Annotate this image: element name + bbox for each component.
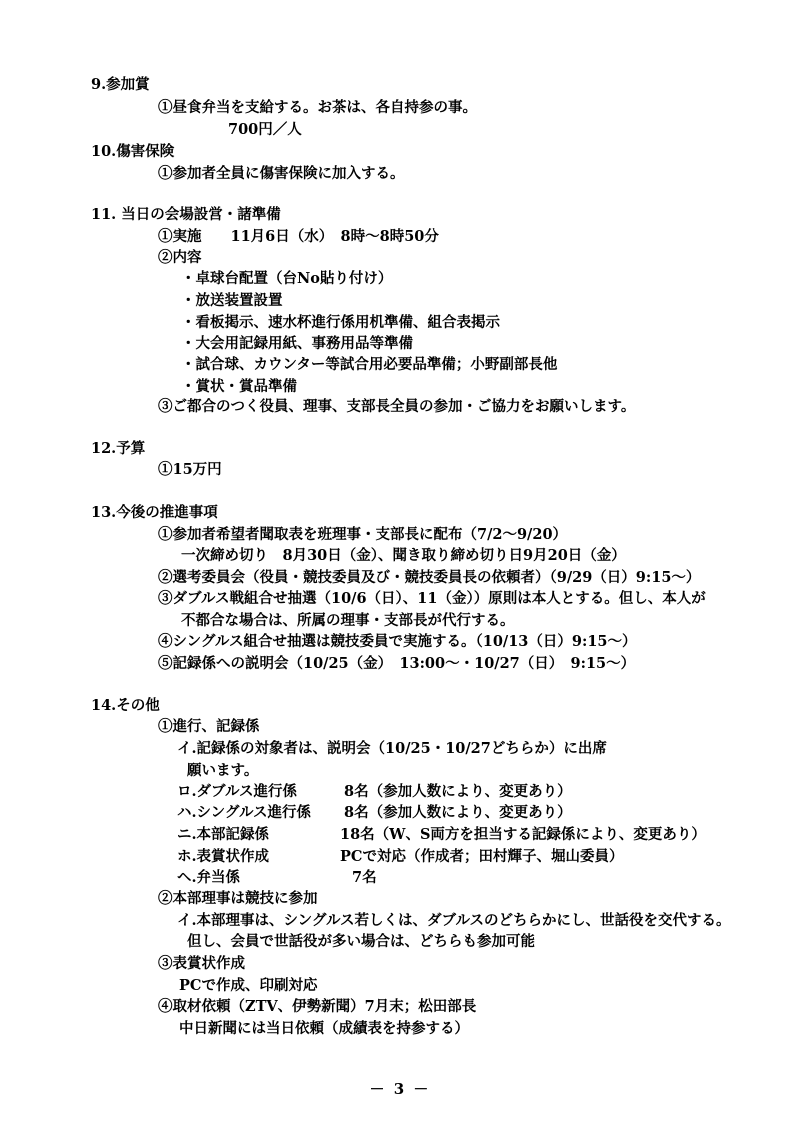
section-14-item-d-value: 18名（W、S両方を担当する記録係により、変更あり） [340,826,706,843]
section-14-heading: 14.その他 [91,697,160,714]
section-13-heading: 13.今後の推進事項 [91,504,218,521]
section-11-item: ・卓球台配置（台No貼り付け） [181,270,393,287]
section-14-item-e-value: PCで対応（作成者；田村輝子、堀山委員） [340,848,624,865]
section-14-item-c-label: ハ.シングルス進行係 [177,804,312,821]
page-number: － 3 － [369,1080,431,1098]
section-14-line-4a: 中日新聞には当日依頼（成績表を持参する） [179,1020,469,1037]
section-14-item-c-value: 8名（参加人数により、変更あり） [344,804,572,821]
section-14-line-3: ③表賞状作成 [158,955,245,972]
section-11-heading: 11. 当日の会場設営・諸準備 [91,206,281,223]
section-10-heading: 10.傷害保険 [91,143,175,160]
section-14-item-f-label: ヘ.弁当係 [177,869,241,886]
section-13-line-3b: 不都合な場合は、所属の理事・支部長が代行する。 [181,612,515,629]
section-13-line-1b: 一次締め切り 8月30日（金）、聞き取り締め切り日9月20日（金） [181,547,626,564]
section-11-item: ・大会用記録用紙、事務用品等準備 [181,335,413,352]
section-12-line-1: ①15万円 [158,461,222,478]
section-14-line-2a: イ.本部理事は、シングルス若しくは、ダブルスのどちらかにし、世話役を交代する。 [177,912,731,929]
section-12-heading: 12.予算 [91,440,146,457]
section-11-item: ・試合球、カウンター等試合用必要品準備；小野副部長他 [181,356,558,373]
section-14-item-b-label: ロ.ダブルス進行係 [177,783,298,800]
section-14-item-d-label: ニ.本部記録係 [177,826,270,843]
section-11-line-1: ①実施 11月6日（水） 8時～8時50分 [158,228,439,245]
section-10-line-1: ①参加者全員に傷害保険に加入する。 [158,165,405,182]
section-9-line-1: ①昼食弁当を支給する。お茶は、各自持参の事。 [158,99,477,116]
section-14-line-2b: 但し、会員で世話役が多い場合は、どちらも参加可能 [187,933,535,950]
section-14-item-a: イ.記録係の対象者は、説明会（10/25・10/27どちらか）に出席 [177,740,607,757]
section-13-line-5: ⑤記録係への説明会（10/25（金） 13:00～・10/27（日） 9:15～） [158,655,636,672]
section-14-item-e-label: ホ.表賞状作成 [177,848,270,865]
section-14-line-4: ④取材依頼（ZTV、伊勢新聞）7月末；松田部長 [158,998,477,1015]
section-11-item: ・賞状・賞品準備 [181,378,297,395]
section-13-line-1: ①参加者希望者聞取表を班理事・支部長に配布（7/2～9/20） [158,526,568,543]
section-11-line-2: ②内容 [158,249,202,266]
section-14-item-f-value: 7名 [352,869,377,886]
section-9-heading: 9.参加賞 [91,76,150,93]
section-9-line-2: 700円／人 [228,121,302,138]
section-14-line-1: ①進行、記録係 [158,718,260,735]
section-11-item: ・看板掲示、速水杯進行係用机準備、組合表掲示 [181,314,500,331]
section-14-line-3a: PCで作成、印刷対応 [179,977,318,994]
section-13-line-3: ③ダブルス戦組合せ抽選（10/6（日）、11（金））原則は本人とする。但し、本人が [158,590,706,607]
section-11-item: ・放送装置設置 [181,292,283,309]
section-14-item-b-value: 8名（参加人数により、変更あり） [344,783,572,800]
section-14-item-a-cont: 願います。 [187,762,259,779]
section-13-line-2: ②選考委員会（役員・競技委員及び・競技委員長の依頼者）（9/29（日）9:15～） [158,569,701,586]
section-11-line-3: ③ご都合のつく役員、理事、支部長全員の参加・ご協力をお願いします。 [158,398,636,415]
section-13-line-4: ④シングルス組合せ抽選は競技委員で実施する。（10/13（日）9:15～） [158,633,637,650]
section-14-line-2: ②本部理事は競技に参加 [158,890,318,907]
